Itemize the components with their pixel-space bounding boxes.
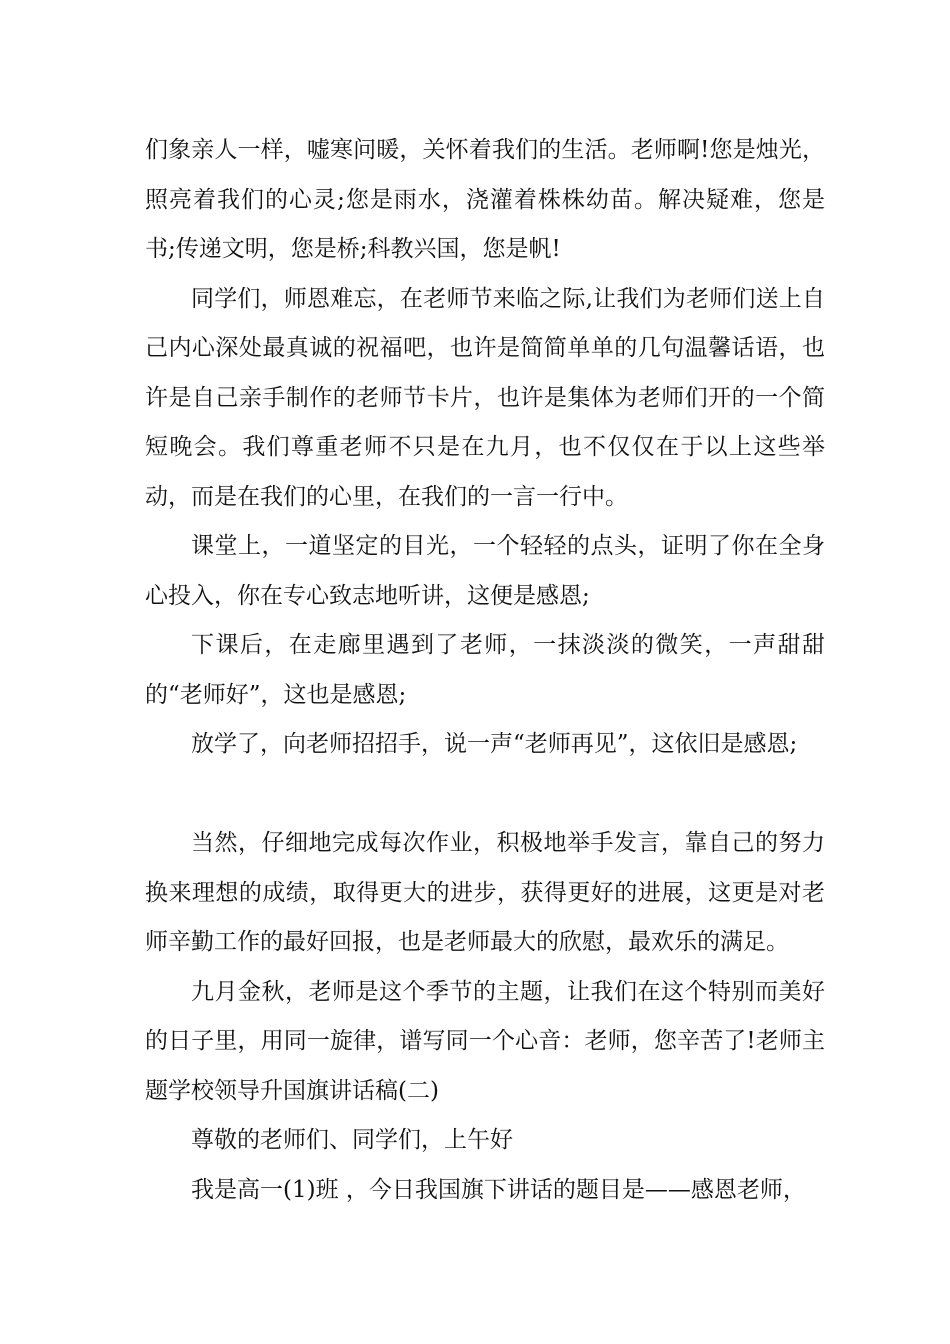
paragraph-6: 当然，仔细地完成每次作业，积极地举手发言，靠自己的努力换来理想的成绩，取得更大的进步，获得更好的进展，这更是对老师辛勤工作的最好回报，也是老师最大的欣慰，最欢乐的满足。 xyxy=(145,830,825,955)
paragraph-3: 课堂上，一道坚定的目光，一个轻轻的点头，证明了你在全身心投入，你在专心致志地听讲，这便是感恩; xyxy=(145,533,825,609)
paragraph-5: 放学了，向老师招招手，说一声“老师再见”，这依旧是感恩; xyxy=(191,731,798,757)
paragraph-7: 九月金秋，老师是这个季节的主题，让我们在这个特别而美好的日子里，用同一旋律，谱写同一个心音：老师，您辛苦了!老师主题学校领导升国旗讲话稿(二) xyxy=(145,978,825,1104)
paragraph-1: 们象亲人一样，嘘寒问暖，关怀着我们的生活。老师啊!您是烛光，照亮着我们的心灵;您是雨水，浇灌着株株幼苗。解决疑难，您是书;传递文明，您是桥;科教兴国，您是帆! xyxy=(145,137,825,262)
paragraph-4: 下课后，在走廊里遇到了老师，一抹淡淡的微笑，一声甜甜的“老师好”，这也是感恩; xyxy=(145,632,825,708)
document-body xyxy=(145,126,825,1215)
paragraph-9: 我是高一(1)班 ，今日我国旗下讲话的题目是——感恩老师， xyxy=(191,1176,806,1203)
paragraph-2: 同学们，师恩难忘，在老师节来临之际,让我们为老师们送上自己内心深处最真诚的祝福吧，也许是简简单单的几句温馨话语，也许是自己亲手制作的老师节卡片，也许是集体为老师们开的一个简短晚会。我们尊重老师不只是在九月，也不仅仅在于以上这些举动，而是在我们的心里，在我们的一言一行中。 xyxy=(145,285,825,510)
paragraph-8: 尊敬的老师们、同学们，上午好 xyxy=(191,1127,513,1153)
blank-line xyxy=(145,770,825,820)
